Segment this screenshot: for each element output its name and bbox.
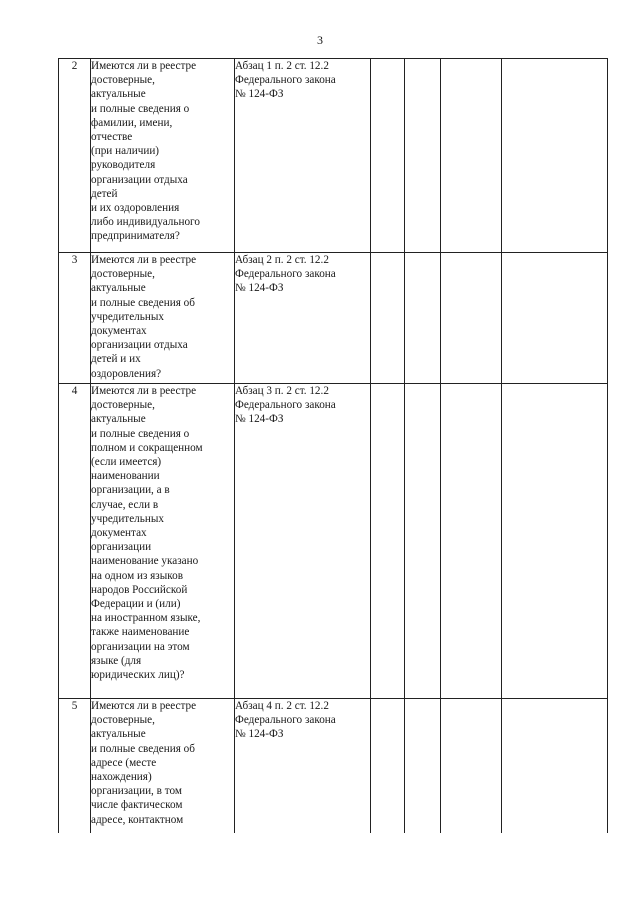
question-text-line: актуальные — [91, 413, 146, 426]
table-row — [59, 59, 608, 253]
question-text-line: Имеются ли в реестре — [91, 60, 197, 72]
question-text-line: достоверные, — [91, 399, 155, 412]
law-reference-line: Федерального закона — [235, 268, 336, 281]
question-text-line: оздоровления? — [91, 367, 162, 380]
row-number: 3 — [59, 253, 91, 384]
question-text-line: также наименование — [91, 626, 190, 639]
question-text-line: актуальные — [91, 88, 146, 101]
question-text-line: народов Российской — [91, 583, 188, 596]
question-text-line: юридических лиц)? — [91, 669, 185, 682]
not-applicable-cell — [441, 384, 502, 699]
law-reference-line: Абзац 3 п. 2 ст. 12.2 — [235, 385, 329, 397]
law-reference-line: Абзац 2 п. 2 ст. 12.2 — [235, 254, 329, 266]
question-text-line: достоверные, — [91, 268, 155, 281]
row-number: 5 — [59, 699, 91, 833]
page-number: 3 — [317, 33, 323, 47]
question-text-line: Имеются ли в реестре — [91, 254, 197, 266]
question-text-line: организации, а в — [91, 484, 170, 497]
law-reference-cell — [235, 699, 371, 833]
question-text-line: (если имеется) — [91, 456, 162, 469]
question-text-line: языке (для — [91, 654, 142, 667]
law-reference-line: Федерального закона — [235, 399, 336, 412]
law-reference-cell — [235, 253, 371, 384]
checklist-table — [58, 58, 608, 833]
table-row — [59, 384, 608, 699]
answer-no-cell — [405, 59, 441, 253]
table-row — [59, 253, 608, 384]
question-text-line: руководителя — [91, 159, 156, 172]
question-text-line: и полные сведения о — [91, 102, 190, 115]
question-text-line: организации на этом — [91, 640, 190, 653]
question-text-line: и полные сведения об — [91, 296, 195, 309]
question-text-line: (при наличии) — [91, 145, 160, 158]
answer-yes-cell — [371, 253, 405, 384]
question-text-line: достоверные, — [91, 714, 155, 727]
question-text-line: учредительных — [91, 512, 164, 525]
question-text-line: нахождения) — [91, 771, 152, 784]
not-applicable-cell — [441, 59, 502, 253]
question-text-line: актуальные — [91, 728, 146, 741]
question-text-line: предпринимателя? — [91, 230, 180, 243]
law-reference-line: № 124-ФЗ — [235, 728, 284, 741]
law-reference-line: № 124-ФЗ — [235, 282, 284, 295]
law-reference-line: № 124-ФЗ — [235, 88, 284, 101]
not-applicable-cell — [441, 699, 502, 833]
question-text-line: документах — [91, 325, 147, 338]
note-cell — [502, 384, 608, 699]
row-number: 4 — [59, 384, 91, 699]
question-text-line: учредительных — [91, 310, 164, 323]
law-reference-cell — [235, 59, 371, 253]
question-text-line: на одном из языков — [91, 569, 183, 582]
question-text-line: случае, если в — [91, 498, 159, 511]
note-cell — [502, 253, 608, 384]
law-reference-line: Федерального закона — [235, 714, 336, 727]
table-row — [59, 699, 608, 833]
answer-no-cell — [405, 384, 441, 699]
answer-yes-cell — [371, 384, 405, 699]
answer-yes-cell — [371, 59, 405, 253]
row-number: 2 — [59, 59, 91, 253]
question-cell — [91, 384, 235, 699]
answer-no-cell — [405, 699, 441, 833]
question-text-line: организации, в том — [91, 785, 182, 798]
note-cell — [502, 59, 608, 253]
answer-yes-cell — [371, 699, 405, 833]
question-text-line: и полные сведения о — [91, 427, 190, 440]
question-text-line: детей — [91, 187, 118, 200]
law-reference-line: Федерального закона — [235, 74, 336, 87]
question-text-line: полном и сокращенном — [91, 441, 203, 454]
question-text-line: наименовании — [91, 470, 160, 483]
question-text-line: и их оздоровления — [91, 202, 180, 215]
question-text-line: Имеются ли в реестре — [91, 700, 197, 712]
question-cell — [91, 253, 235, 384]
law-reference-line: Абзац 4 п. 2 ст. 12.2 — [235, 700, 329, 712]
question-text-line: организации отдыха — [91, 339, 188, 352]
law-reference-cell — [235, 384, 371, 699]
question-text-line: Имеются ли в реестре — [91, 385, 197, 397]
question-text-line: организации — [91, 541, 152, 554]
note-cell — [502, 699, 608, 833]
question-text-line: организации отдыха — [91, 173, 188, 186]
question-text-line: детей и их — [91, 353, 141, 366]
question-text-line: и полные сведения об — [91, 742, 195, 755]
law-reference-line: Абзац 1 п. 2 ст. 12.2 — [235, 60, 329, 72]
question-text-line: Федерации и (или) — [91, 598, 181, 611]
question-text-line: адресе, контактном — [91, 813, 184, 826]
answer-no-cell — [405, 253, 441, 384]
question-text-line: числе фактическом — [91, 799, 183, 812]
question-text-line: отчестве — [91, 131, 133, 144]
law-reference-line: № 124-ФЗ — [235, 413, 284, 426]
question-text-line: либо индивидуального — [91, 216, 200, 229]
question-text-line: достоверные, — [91, 74, 155, 87]
question-text-line: наименование указано — [91, 555, 199, 568]
question-text-line: адресе (месте — [91, 756, 157, 769]
question-cell — [91, 59, 235, 253]
question-text-line: актуальные — [91, 282, 146, 295]
question-text-line: фамилии, имени, — [91, 116, 173, 129]
question-text-line: документах — [91, 527, 147, 540]
not-applicable-cell — [441, 253, 502, 384]
question-cell — [91, 699, 235, 833]
question-text-line: на иностранном языке, — [91, 612, 201, 625]
